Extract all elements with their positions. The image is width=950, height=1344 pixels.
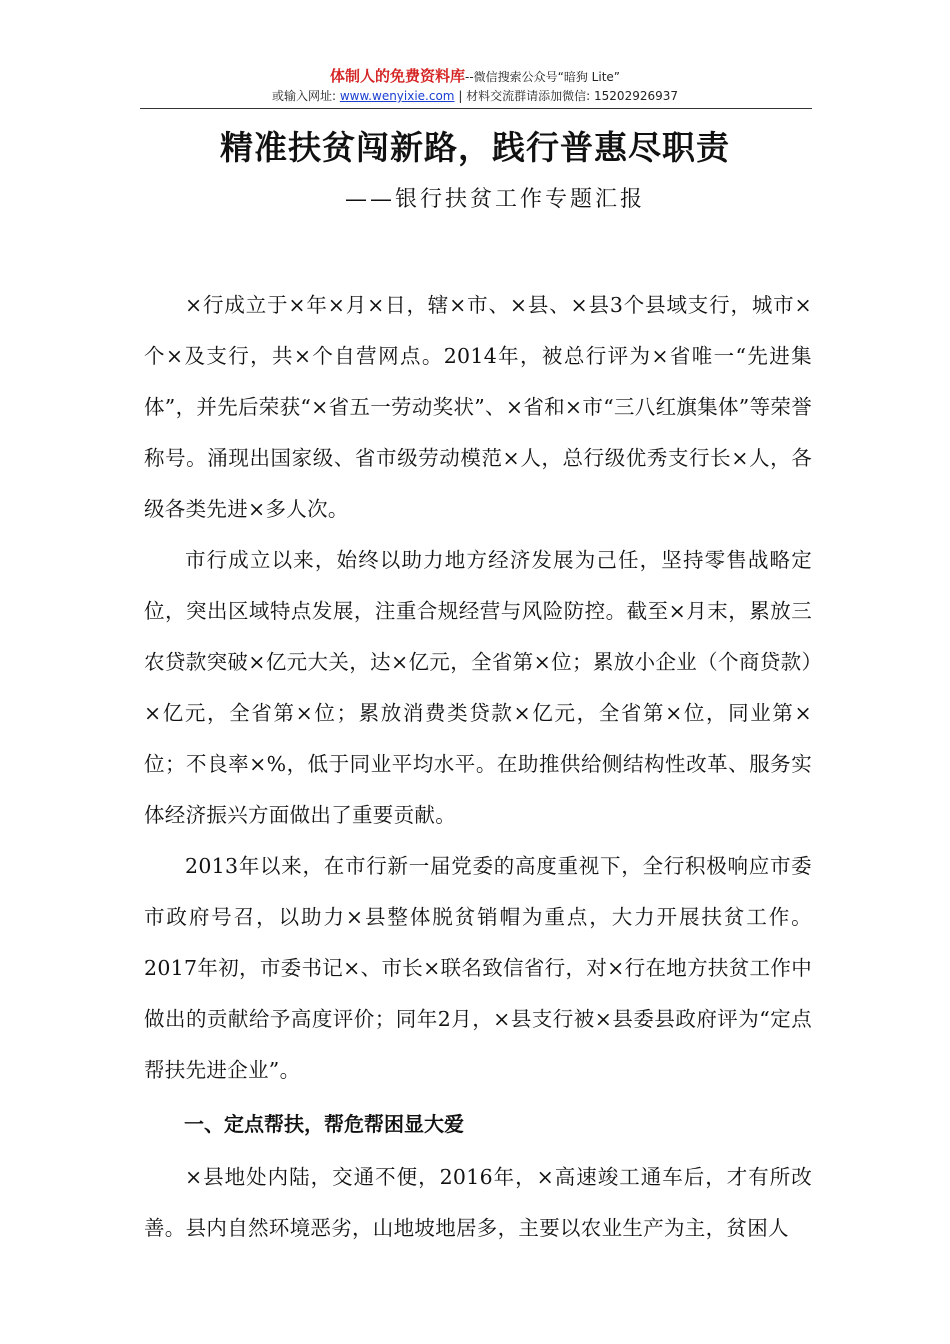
brand-name: 体制人的免费资料库 — [329, 67, 465, 85]
url-prefix: 或输入网址: — [271, 89, 340, 103]
header-line-2 — [0, 87, 950, 105]
wechat-note: --微信搜索公众号“暗狗 Lite” — [464, 70, 621, 84]
document-title: 精准扶贫闯新路，践行普惠尽职责 — [220, 128, 730, 167]
header-line-1 — [0, 66, 950, 87]
website-link[interactable]: www.wenyixie.com — [339, 89, 455, 103]
paragraph-4: ×县地处内陆，交通不便，2016年，×高速竣工通车后，才有所改善。县内自然环境恶劣，山地坡地居多，主要以农业生产为主，贫困人 — [144, 1165, 812, 1240]
contact-text: | 材料交流群请添加微信: 15202926937 — [454, 89, 679, 103]
section-heading-1: 一、定点帮扶，帮危帮困显大爱 — [184, 1112, 464, 1136]
paragraph-2: 市行成立以来，始终以助力地方经济发展为己任，坚持零售战略定位，突出区域特点发展，注重合规经营与风险防控。截至×月末，累放三农贷款突破×亿元大关，达×亿元，全省第×位；累放小企业（个商贷款）×亿元，全省第×位；累放消费类贷款×亿元，全省第×位，同业第×位；不良率×%，低于同业平均水平。在助推供给侧结构性改革、服务实体经济振兴方面做出了重要贡献。 — [144, 548, 812, 827]
paragraph-1: ×行成立于×年×月×日，辖×市、×县、×县3个县域支行，城市×个×及支行，共×个自营网点。2014年，被总行评为×省唯一“先进集体”，并先后荣获“×省五一劳动奖状”、×省和×市“三八红旗集体”等荣誉称号。涌现出国家级、省市级劳动模范×人，总行级优秀支行长×人，各级各类先进×多人次。 — [144, 293, 812, 521]
watermark-header — [0, 66, 950, 105]
document-body — [144, 280, 812, 1254]
paragraph-3: 2013年以来，在市行新一届党委的高度重视下，全行积极响应市委市政府号召，以助力×县整体脱贫销帽为重点，大力开展扶贫工作。2017年初，市委书记×、市长×联名致信省行，对×行在地方扶贫工作中做出的贡献给予高度评价；同年2月，×县支行被×县委县政府评为“定点帮扶先进企业”。 — [144, 854, 812, 1082]
document-subtitle: ——银行扶贫工作专题汇报 — [344, 187, 645, 212]
header-divider — [140, 108, 812, 109]
